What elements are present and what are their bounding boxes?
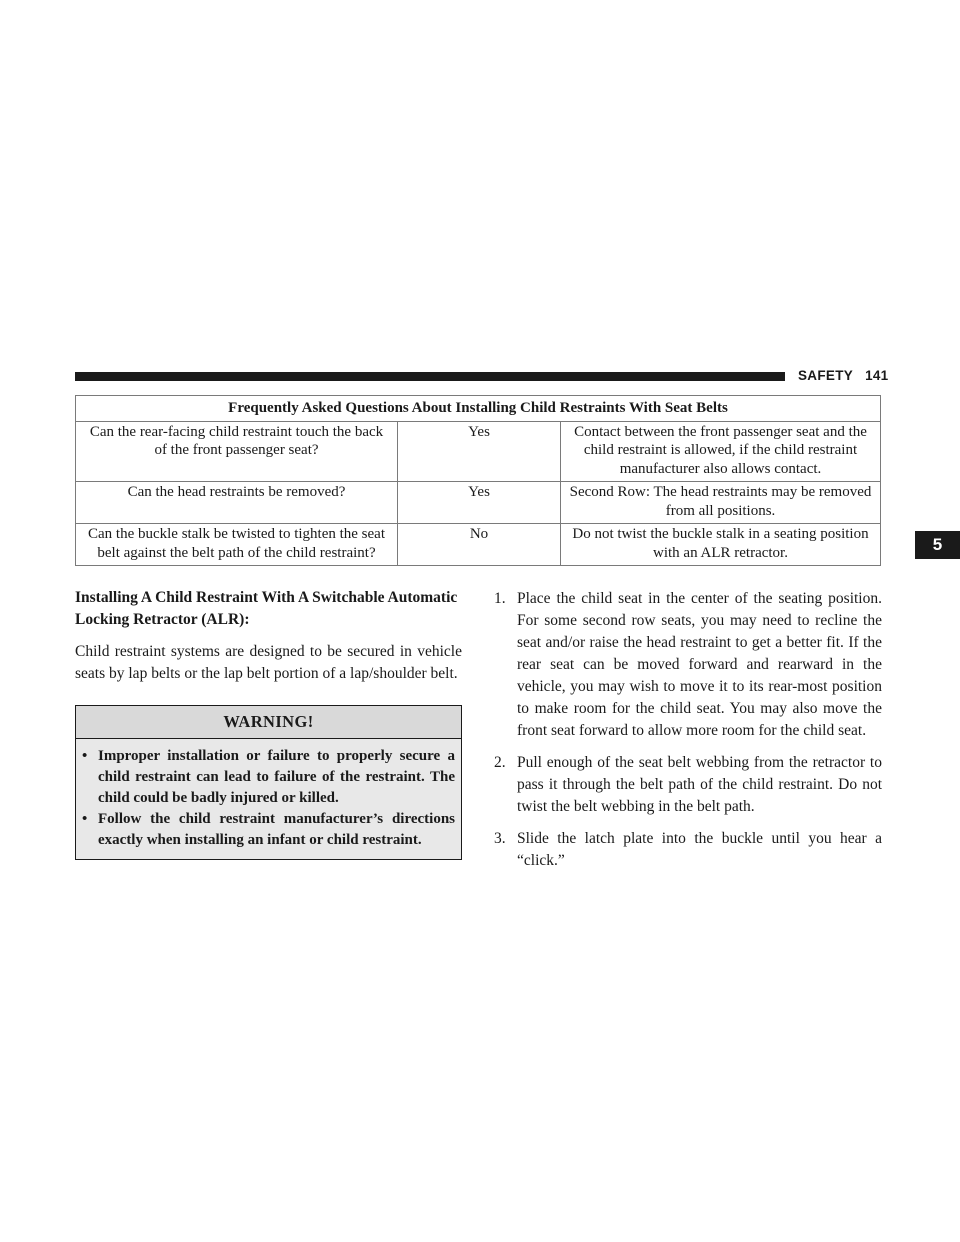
note-cell: Second Row: The head restraints may be removed from all positions.	[561, 482, 881, 524]
warning-title: WARNING!	[76, 706, 461, 739]
right-column	[494, 588, 882, 882]
note-cell: Do not twist the buckle stalk in a seating position with an ALR retractor.	[561, 524, 881, 566]
question-cell: Can the head restraints be removed?	[76, 482, 398, 524]
numbered-step	[494, 752, 882, 818]
left-column	[75, 587, 462, 860]
chapter-tab: 5	[915, 531, 960, 559]
warning-item	[82, 809, 455, 851]
warning-item-text: Improper installation or failure to properly secure a child restraint can lead to failure of the restraint. The child could be badly injured or killed.	[98, 748, 455, 806]
note-cell: Contact between the front passenger seat and the child restraint is allowed, if the child restraint manufacturer also allows contact.	[561, 421, 881, 482]
step-text: Slide the latch plate into the buckle until you hear a “click.”	[517, 830, 882, 869]
question-cell: Can the rear-facing child restraint touch the back of the front passenger seat?	[76, 421, 398, 482]
table-row	[76, 482, 881, 524]
question-cell: Can the buckle stalk be twisted to tighten the seat belt against the belt path of the child restraint?	[76, 524, 398, 566]
bullet-icon: •	[82, 748, 88, 764]
numbered-step	[494, 588, 882, 742]
step-number: 1.	[494, 590, 506, 607]
answer-cell: Yes	[398, 421, 561, 482]
section-heading: Installing A Child Restraint With A Switchable Automatic Locking Retractor (ALR):	[75, 589, 458, 628]
warning-box	[75, 705, 462, 860]
table-row	[76, 421, 881, 482]
table-row	[76, 524, 881, 566]
numbered-step	[494, 828, 882, 872]
step-text: Place the child seat in the center of the seating position. For some second row seats, you may need to recline the seat and/or raise the head restraint to get a better fit. If the rear seat can be moved forward and rearward in the vehicle, you may wish to move it to its rear-most position to make room for the child seat. You may also move the front seat forward to allow more room for the child seat.	[517, 590, 882, 739]
header-rule	[75, 372, 785, 381]
bullet-icon: •	[82, 811, 88, 827]
warning-list	[76, 739, 461, 859]
step-number: 2.	[494, 754, 506, 771]
warning-item	[82, 746, 455, 809]
table-header-row	[76, 396, 881, 422]
page-number: 141	[865, 368, 889, 383]
step-text: Pull enough of the seat belt webbing from the retractor to pass it through the belt path of the child restraint. Do not twist the belt webbing in the belt path.	[517, 754, 882, 815]
table-title: Frequently Asked Questions About Installing Child Restraints With Seat Belts	[76, 396, 881, 422]
step-number: 3.	[494, 830, 506, 847]
faq-table	[75, 395, 881, 566]
section-name: SAFETY	[798, 368, 854, 383]
body-paragraph: Child restraint systems are designed to be secured in vehicle seats by lap belts or the lap belt portion of a lap/shoulder belt.	[75, 643, 462, 682]
warning-item-text: Follow the child restraint manufacturer’s directions exactly when installing an infant or child restraint.	[98, 811, 455, 848]
answer-cell: No	[398, 524, 561, 566]
answer-cell: Yes	[398, 482, 561, 524]
running-header	[798, 368, 889, 383]
